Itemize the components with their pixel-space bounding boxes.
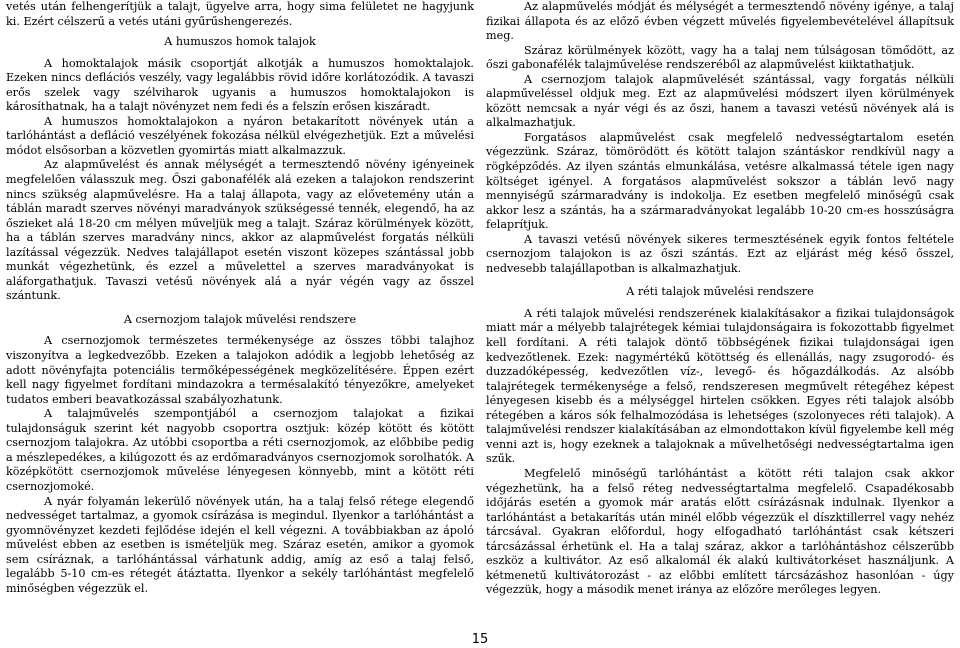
paragraph: A nyár folyamán lekerülő növények után, ha a talaj felső rétege elegendő nedvességet tartalmaz, a gyomok csírázása is megindul. Ilyenkor a tarlóhántást a gyomnövényzet kezdeti fejlődése idején el kell végezni. A továbbiakban az ápoló művelést ebben az esetben is ismételjük meg. Száraz esetén, amikor a gyomok sem csíráznak, a tarlóhántással várhatunk addig, amíg az eső a talaj felső, legalább 5-10 cm-es rétegét átáztatta. Ilyenkor a sekély tarlóhántást megfelelő minőségben végezzük el. xyxy=(6,494,474,595)
section-heading-humuszos-homok: A humuszos homok talajok xyxy=(164,35,316,49)
paragraph: A tavaszi vetésű növények sikeres termesztésének egyik fontos feltétele csernozjom talajokon is az őszi szántás. Ezt az eljárást még késő ősszel, nedvesebb talajállapotban is alkalmazhatjuk. xyxy=(486,232,954,275)
paragraph: Az alapművelés módját és mélységét a termesztendő növény igénye, a talaj fizikai állapota és az előző évben végzett művelés figyelembevételével állapítsuk meg. xyxy=(486,0,954,43)
paragraph: A csernozjomok természetes termékenysége az összes többi talajhoz viszonyítva a legkedvezőbb. Ezeken a talajokon adódik a legjobb lehetőség az adott növényfajta potenciális termőképességének megközelítésére. Éppen ezért kell nagy figyelmet fordítani mindazokra a termésalakító tényezőkre, amelyeket tudatos emberi beavatkozással szabályozhatunk. xyxy=(6,334,474,406)
paragraph: vetés után felhengerítjük a talajt, ügyelve arra, hogy sima felületet ne hagyjunk ki. Ezért célszerű a vetés utáni gyűrűshengerezés. xyxy=(6,0,474,28)
section-heading-csernozjom: A csernozjom talajok művelési rendszere xyxy=(123,312,357,326)
page-number: 15 xyxy=(471,632,489,647)
paragraph: Az alapművelést és annak mélységét a termesztendő növény igényeinek megfelelően válasszuk meg. Őszi gabonafélék alá ezeken a talajokon rendszerint nincs szükség alapművelésre. Ha a talaj állapota, vagy az elővetemény után a táblán maradt szerves növényi maradványok szükségessé tennék, elegendő, ha az őszieket alá 18-20 cm mélyen műveljük meg a talajt. Száraz körülmények között, ha a táblán szerves maradvány nincs, akkor az alapművelést forgatás nélküli lazítással végezzük. Nedves talajállapot esetén viszont közepes szántással jobb munkát végezhetünk, és ezzel a művelettel a szerves maradványokat is aláforgathatjuk. Tavaszi vetésű növények alá a nyár végén vagy az ősszel szántunk. xyxy=(6,158,474,303)
paragraph: A csernozjom talajok alapművelését szántással, vagy forgatás nélküli alapműveléssel oldjuk meg. Ezt az alapművelési módszert ilyen körülmények között nemcsak a nyár végi és az őszi, hanem a tavaszi vetésű növények alá is alkalmazhatjuk. xyxy=(486,72,954,130)
left-column xyxy=(6,0,474,596)
paragraph: A talajművelés szempontjából a csernozjom talajokat a fizikai tulajdonságuk szerint két nagyobb csoportra osztjuk: közép kötött és kötött csernozjom talajokra. Az utóbbi csoportba a réti csernozjomok, az előbbibe pedig a mészlepedékes, a kilúgozott és az erdőmaradványos csernozjomok sorolhatók. A középkötött csernozjomok művelése lényegesen könnyebb, mint a kötött réti csernozjomoké. xyxy=(6,407,474,493)
paragraph: Megfelelő minőségű tarlóhántást a kötött réti talajon csak akkor végezhetünk, ha a felső réteg nedvességtartalma megfelelő. Csapadékosabb időjárás esetén a gyomok már aratás előtt csírázásnak indulnak. Ilyenkor a tarlóhántást a betakarítás után minél előbb végezzük el díszktillerrel vagy nehéz tárcsával. Gyakran előfordul, hogy elfogadható tarlóhántást csak kétszeri tárcsázással érhetünk el. Ha a talaj száraz, akkor a tarlóhántáshoz célszerűbb eszköz a kultivátor. Az eső alkalomál ék alakú kultivátorkéset használjunk. A kétmenetű kultivátorozást - az előbbi említett tárcsázáshoz hasonlóan - úgy végezzük, hogy a második menet iránya az előzőre merőleges legyen. xyxy=(486,466,954,597)
paragraph: A réti talajok művelési rendszerének kialakításakor a fizikai tulajdonságok miatt már a mélyebb talajrétegek kémiai tulajdonságaira is fokozottabb figyelmet kell fordítani. A réti talajok döntő többségének fizikai tulajdonságai igen kedvezőtlenek. Ezek: nagymértékű kötöttség és ellenállás, nagy zsugorodó- és duzzadóképesség, kedvezőtlen víz-, levegő- és hőgazdálkodás. Az alsóbb talajrétegek termékenysége a felső, rendszeresen megművelt rétegéhez képest lényegesen kisebb és a mélységgel hirtelen csökken. Egyes réti talajok alsóbb rétegében a káros sók felhalmozódása is lehetséges (szolonyeces réti talajok). A talajművelési rendszer kialakításában az elmondottakon kívül figyelembe kell még venni azt is, hogy ezeknek a talajoknak a művelhetőségi nedvességtartalma igen szűk. xyxy=(486,306,954,466)
section-heading-reti-talajok: A réti talajok művelési rendszere xyxy=(626,285,814,299)
paragraph: Száraz körülmények között, vagy ha a talaj nem túlságosan tömődött, az őszi gabonafélék talajművelése rendszeréből az alapművelést kiiktathatjuk. xyxy=(486,43,954,72)
paragraph: A humuszos homoktalajokon a nyáron betakarított növények után a tarlóhántást a defláció veszélyének fokozása nélkül elvégezhetjük. Ezt a művelési módot elsősorban a közvetlen gyomirtás miatt alkalmazzuk. xyxy=(6,114,474,157)
paragraph: Forgatásos alapművelést csak megfelelő nedvességtartalom esetén végezzünk. Száraz, tömörödött és kötött talajon szántáskor rendkívül nagy a rögképződés. Az ilyen szántás elmunkálása, vetésre alkalmassá tétele igen nagy költséget igényel. A forgatásos alapművelést sokszor a táblán levő nagy mennyiségű szármaradvány is indokolja. Ez esetben megfelelő minőségű csak akkor lesz a szántás, ha a szármaradványokat legalább 10-20 cm-es hosszúságra felaprítjuk. xyxy=(486,130,954,232)
right-column xyxy=(486,0,954,598)
paragraph: A homoktalajok másik csoportját alkotják a humuszos homoktalajok. Ezeken nincs deflációs veszély, vagy legalábbis rövid időre korlátozódik. A tavaszi erős szelek vagy szélviharok ugyanis a humuszos homoktalajokon is károsíthatnak, ha a talajt növényzet nem fedi és a felszín erősen kiszáradt. xyxy=(6,56,474,114)
